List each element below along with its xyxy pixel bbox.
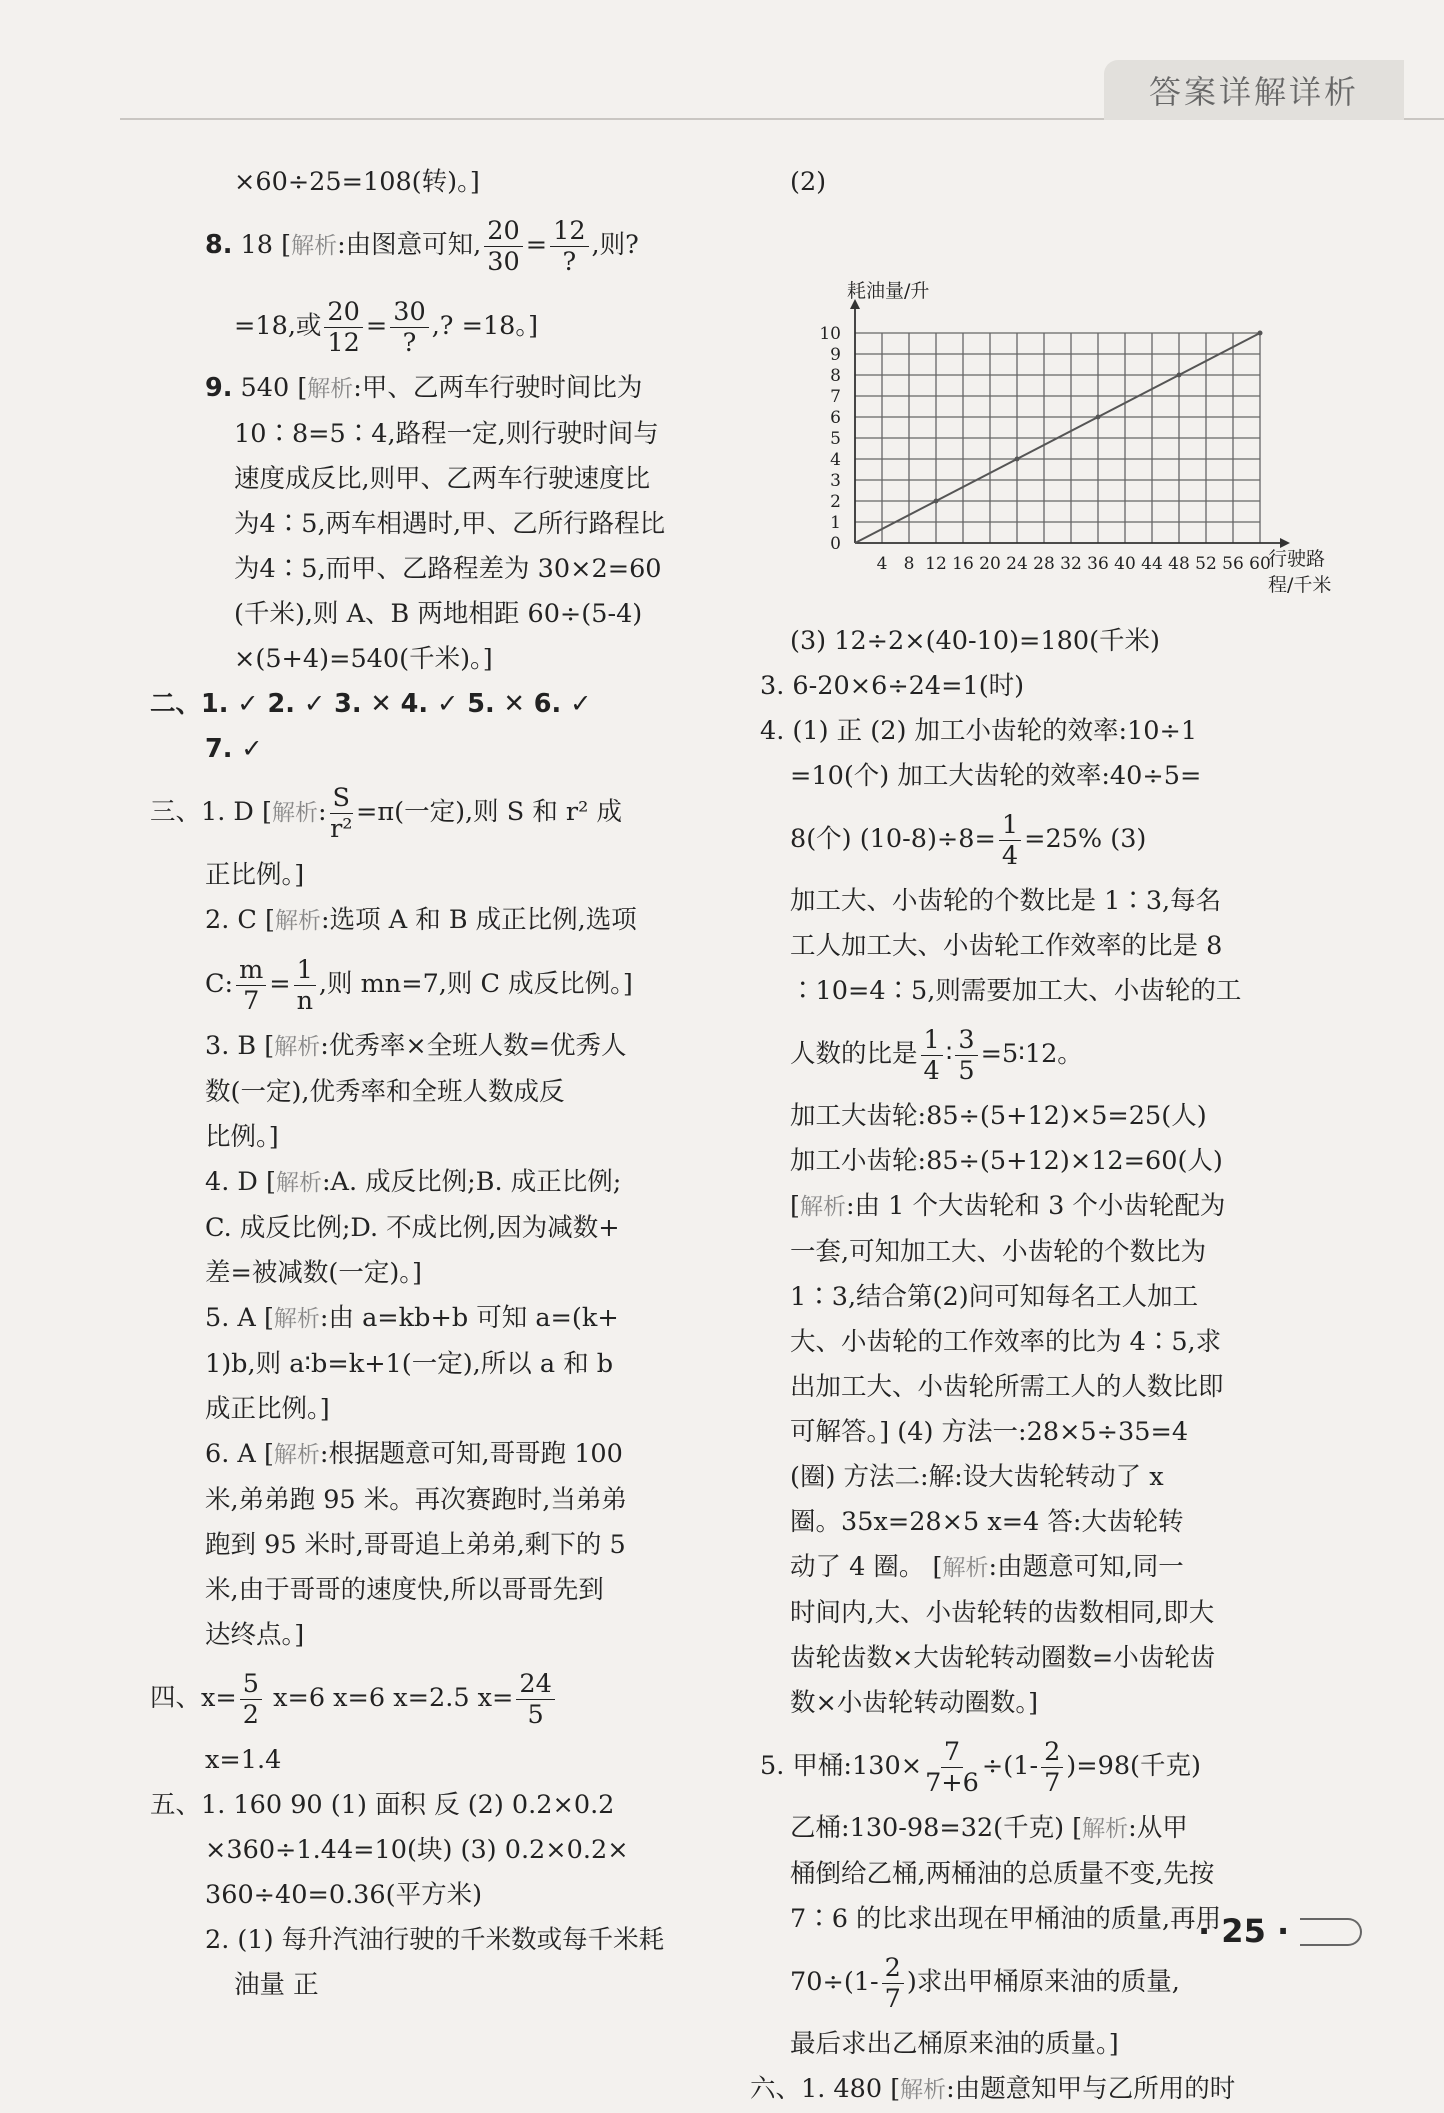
text-line: (圈) 方法二:解:设大齿轮转动了 x bbox=[790, 1462, 1164, 1492]
section-3-q2: 2. C [解析:选项 A 和 B 成正比例,选项 bbox=[205, 905, 637, 935]
section-5-q2: 2. (1) 每升汽油行驶的千米数或每千米耗 bbox=[205, 1925, 665, 1955]
x-tick-label: 52 bbox=[1195, 554, 1217, 574]
series-point bbox=[1177, 373, 1182, 378]
text-line: ×60÷25=108(转)。] bbox=[234, 167, 480, 197]
text-line: 时间内,大、小齿轮转的齿数相同,即大 bbox=[790, 1598, 1215, 1628]
y-tick-label: 3 bbox=[830, 471, 841, 491]
text-line: 数×小齿轮转动圈数。] bbox=[790, 1688, 1039, 1718]
text-line: 出加工大、小齿轮所需工人的人数比即 bbox=[790, 1372, 1224, 1402]
series-point bbox=[1258, 331, 1263, 336]
text-line: 7∶6 的比求出现在甲桶油的质量,再用 bbox=[790, 1904, 1222, 1934]
fraction: $\frac{7}{7+6}$ bbox=[925, 1736, 979, 1798]
y-tick-label: 2 bbox=[830, 492, 841, 512]
text-line: 1)b,则 a∶b=k+1(一定),所以 a 和 b bbox=[205, 1349, 614, 1379]
text-line: 动了 4 圈。 [解析:由题意可知,同一 bbox=[790, 1552, 1184, 1582]
text-line: =10(个) 加工大齿轮的效率:40÷5= bbox=[790, 761, 1202, 791]
text-line: 成正比例。] bbox=[205, 1394, 330, 1424]
fraction: $\frac{3}{5}$ bbox=[955, 1025, 977, 1086]
text-line: 齿轮齿数×大齿轮转动圈数=小齿轮齿 bbox=[790, 1643, 1216, 1673]
text-line: C. 成反比例;D. 不成比例,因为减数+ bbox=[205, 1213, 620, 1243]
text-line: x=1.4 bbox=[205, 1745, 282, 1775]
text-line: ×360÷1.44=10(块) (3) 0.2×0.2× bbox=[205, 1835, 629, 1865]
y-tick-label: 10 bbox=[819, 324, 841, 344]
question-8-cont: =18,或 $\frac{20}{12}$ = 30 ? ,? =18。] bbox=[234, 296, 539, 358]
y-axis-label: 耗油量/升 bbox=[847, 280, 930, 302]
y-tick-label: 1 bbox=[830, 513, 841, 533]
fraction: $\frac{1}{4}$ bbox=[921, 1025, 943, 1086]
x-tick-label: 36 bbox=[1087, 554, 1109, 574]
text-line: 速度成反比,则甲、乙两车行驶速度比 bbox=[234, 464, 651, 494]
page-number-decoration bbox=[1300, 1918, 1362, 1946]
fraction: $\frac{1}{4}$ bbox=[999, 810, 1021, 871]
fraction: $\frac{1}{n}$ bbox=[294, 955, 316, 1016]
text-line: 360÷40=0.36(平方米) bbox=[205, 1880, 483, 1910]
series-point bbox=[1015, 457, 1020, 462]
right-column bbox=[750, 160, 1360, 2113]
text-line: 跑到 95 米时,哥哥追上弟弟,剩下的 5 bbox=[205, 1530, 626, 1560]
y-tick-label: 0 bbox=[830, 534, 841, 554]
section-3-q2-cont: C: $\frac{m}{7}$ = $\frac{1}{n}$ ,则 mn=7,则 C 成反比例。] bbox=[205, 954, 633, 1016]
text-line: 加工小齿轮:85÷(5+12)×12=60(人) bbox=[790, 1146, 1223, 1176]
x-tick-label: 56 bbox=[1222, 554, 1244, 574]
x-tick-label: 20 bbox=[979, 554, 1001, 574]
fraction: $\frac{m}{7}$ bbox=[236, 955, 266, 1016]
fraction: $\frac{20}{30}$ bbox=[484, 216, 522, 277]
fraction: $\frac{2}{7}$ bbox=[882, 1953, 904, 2014]
y-tick-label: 6 bbox=[830, 408, 841, 428]
y-tick-label: 9 bbox=[830, 345, 841, 365]
fraction: 30 ? bbox=[390, 297, 428, 358]
text-line: 1∶3,结合第(2)问可知每名工人加工 bbox=[790, 1282, 1199, 1312]
question-3: 3. 6-20×6÷24=1(时) bbox=[760, 671, 1025, 701]
text-line: 8(个) (10-8)÷8= $\frac{1}{4}$ =25% (3) bbox=[790, 809, 1147, 871]
part-2-label: (2) bbox=[790, 167, 827, 197]
fuel-chart bbox=[760, 199, 1360, 619]
y-tick-label: 4 bbox=[830, 450, 841, 470]
text-line: 为4∶5,两车相遇时,甲、乙所行路程比 bbox=[234, 509, 666, 539]
text-line: 一套,可知加工大、小齿轮的个数比为 bbox=[790, 1237, 1207, 1267]
x-axis-label: 程/千米 bbox=[1268, 574, 1332, 596]
x-tick-label: 12 bbox=[925, 554, 947, 574]
x-tick-label: 28 bbox=[1033, 554, 1055, 574]
x-tick-label: 44 bbox=[1141, 554, 1163, 574]
page-number: · 25 · bbox=[1198, 1912, 1290, 1950]
text-line: 数(一定),优秀率和全班人数成反 bbox=[205, 1077, 565, 1107]
x-tick-label: 8 bbox=[903, 554, 915, 574]
text-line: 大、小齿轮的工作效率的比为 4∶5,求 bbox=[790, 1327, 1222, 1357]
section-3-q6: 6. A [解析:根据题意可知,哥哥跑 100 bbox=[205, 1439, 623, 1469]
x-axis-arrow bbox=[1280, 538, 1290, 548]
section-3-q4: 4. D [解析:A. 成反比例;B. 成正比例; bbox=[205, 1167, 622, 1197]
text-line: 米,由于哥哥的速度快,所以哥哥先到 bbox=[205, 1575, 604, 1605]
text-line: (千米),则 A、B 两地相距 60÷(5-4) bbox=[234, 599, 643, 629]
text-line: 可解答。] (4) 方法一:28×5÷35=4 bbox=[790, 1417, 1189, 1447]
jiexi-label: 解析 bbox=[291, 233, 338, 259]
text-line: 圈。35x=28×5 x=4 答:大齿轮转 bbox=[790, 1507, 1184, 1537]
section-2: 二、1. ✓ 2. ✓ 3. ✕ 4. ✓ 5. ✕ 6. ✓ bbox=[150, 689, 592, 719]
section-5: 五、1. 160 90 (1) 面积 反 (2) 0.2×0.2 bbox=[150, 1790, 615, 1820]
x-tick-label: 60 bbox=[1249, 554, 1271, 574]
text-line: 比例。] bbox=[205, 1122, 279, 1152]
text-line: 工人加工大、小齿轮工作效率的比是 8 bbox=[790, 931, 1223, 961]
fraction: 12 ? bbox=[550, 216, 588, 277]
section-4: 四、x= $\frac{5}{2}$ x=6 x=6 x=2.5 x= $\frac{24}{5}$ bbox=[150, 1658, 706, 1738]
y-tick-label: 7 bbox=[830, 387, 841, 407]
fraction: $\frac{20}{12}$ bbox=[324, 297, 362, 358]
text-line: 差=被减数(一定)。] bbox=[205, 1258, 422, 1288]
section-3-q1: 三、1. D [解析: $\frac{S}{\text{r²}}$ =π(一定),则 S 和 r² 成 bbox=[150, 782, 622, 844]
text-line: 10∶8=5∶4,路程一定,则行驶时间与 bbox=[234, 419, 659, 449]
y-tick-label: 8 bbox=[830, 366, 841, 386]
section-6: 六、1. 480 [解析:由题意知甲与乙所用的时 bbox=[750, 2074, 1236, 2104]
text-line: (3) 12÷2×(40-10)=180(千米) bbox=[790, 626, 1160, 656]
x-tick-label: 32 bbox=[1060, 554, 1082, 574]
text-line: 正比例。] bbox=[205, 860, 305, 890]
question-9: 9. 540 [解析:甲、乙两车行驶时间比为 bbox=[205, 373, 643, 403]
text-line: [解析:由 1 个大齿轮和 3 个小齿轮配为 bbox=[790, 1191, 1226, 1221]
section-3-q3: 3. B [解析:优秀率×全班人数=优秀人 bbox=[205, 1031, 627, 1061]
text-line: 加工大、小齿轮的个数比是 1∶3,每名 bbox=[790, 886, 1222, 916]
text-line: 加工大齿轮:85÷(5+12)×5=25(人) bbox=[790, 1101, 1207, 1131]
text-line: 为4∶5,而甲、乙路程差为 30×2=60 bbox=[234, 554, 662, 584]
x-tick-label: 48 bbox=[1168, 554, 1190, 574]
text-line: ∶10=4∶5,则需要加工大、小齿轮的工 bbox=[790, 976, 1242, 1006]
question-4: 4. (1) 正 (2) 加工小齿轮的效率:10÷1 bbox=[760, 716, 1198, 746]
x-tick-label: 24 bbox=[1006, 554, 1028, 574]
fraction: $\frac{2}{7}$ bbox=[1041, 1737, 1063, 1798]
x-axis-label: 行驶路 bbox=[1268, 548, 1326, 570]
x-tick-label: 40 bbox=[1114, 554, 1136, 574]
header-title: 答案详解详析 bbox=[1104, 60, 1404, 120]
x-tick-label: 4 bbox=[876, 554, 888, 574]
text-line: 米,弟弟跑 95 米。再次赛跑时,当弟弟 bbox=[205, 1485, 627, 1515]
x-tick-label: 16 bbox=[952, 554, 974, 574]
fuel-chart-svg bbox=[760, 199, 1360, 619]
section-3-q5: 5. A [解析:由 a=kb+b 可知 a=(k+ bbox=[205, 1303, 619, 1333]
text-line: 乙桶:130-98=32(千克) [解析:从甲 bbox=[790, 1813, 1188, 1843]
text-line: 最后求出乙桶原来油的质量。] bbox=[790, 2029, 1119, 2059]
fraction: $\frac{S}{\text{r²}}$ bbox=[330, 782, 353, 844]
fraction: $\frac{24}{5}$ bbox=[516, 1669, 554, 1730]
text-line: ×(5+4)=540(千米)。] bbox=[234, 644, 493, 674]
section-2-cont: 7. ✓ bbox=[205, 734, 263, 764]
question-5: 5. 甲桶:130× $\frac{7}{7+6}$ ÷(1- $\frac{2}{7}$ )=98(千克) bbox=[760, 1736, 1201, 1798]
text-line: 人数的比是 $\frac{1}{4}$ ∶ $\frac{3}{5}$ =5∶12。 bbox=[790, 1024, 1083, 1086]
text-line: 油量 正 bbox=[234, 1970, 319, 2000]
text-line: 达终点。] bbox=[205, 1620, 305, 1650]
text-line: 70÷(1- $\frac{2}{7}$ )求出甲桶原来油的质量, bbox=[790, 1952, 1180, 2014]
text-line: 桶倒给乙桶,两桶油的总质量不变,先按 bbox=[790, 1859, 1215, 1889]
series-point bbox=[1096, 415, 1101, 420]
y-tick-label: 5 bbox=[830, 429, 841, 449]
fraction: $\frac{5}{2}$ bbox=[240, 1669, 262, 1730]
series-point bbox=[934, 499, 939, 504]
left-column bbox=[150, 160, 706, 2008]
question-8: 8. 18 [解析:由图意可知, $\frac{20}{30}$ = 12 ? ,则? bbox=[205, 215, 639, 277]
